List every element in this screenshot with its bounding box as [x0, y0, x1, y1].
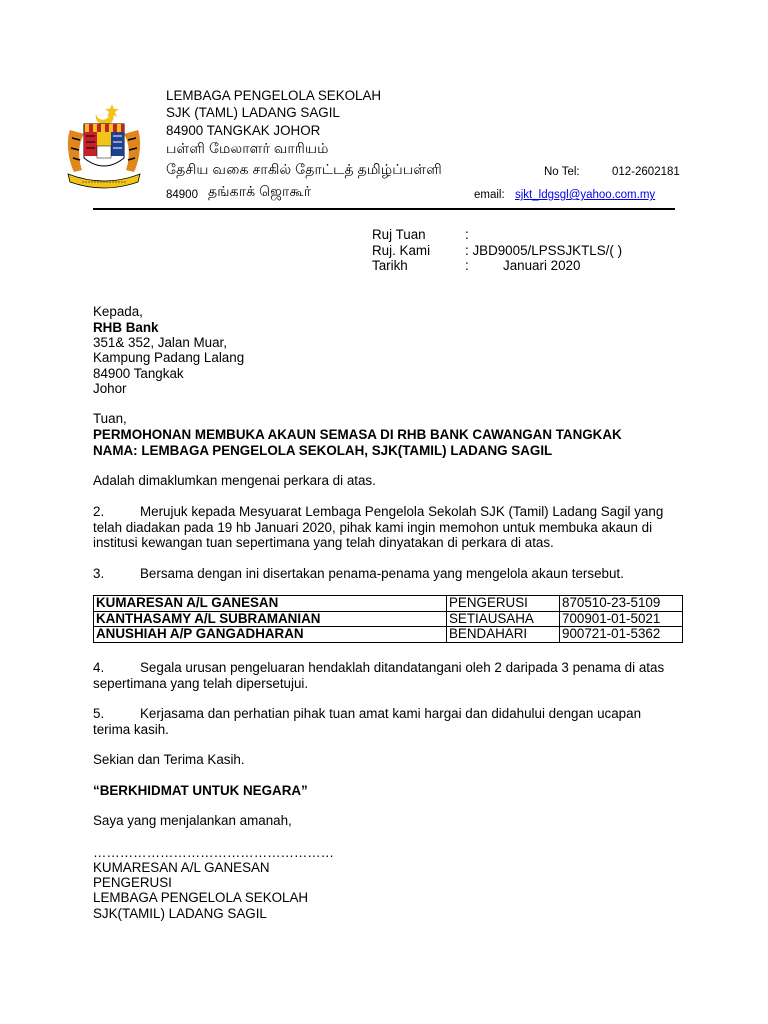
- signatory-ic: 900721-01-5362: [560, 627, 683, 643]
- email-label: email:: [474, 189, 505, 201]
- table-row: [94, 627, 683, 643]
- letterhead-postcode: 84900: [166, 189, 198, 201]
- ruj-tuan-value: :: [465, 227, 469, 242]
- amanah: Saya yang menjalankan amanah,: [93, 813, 292, 828]
- letterhead-divider: [93, 208, 675, 210]
- tarikh-colon: :: [465, 258, 469, 273]
- ruj-kami-value: : JBD9005/LPSSJKTLS/( ): [465, 243, 623, 258]
- signature-org-1: LEMBAGA PENGELOLA SEKOLAH: [93, 890, 309, 905]
- letterhead-tamil-2: தேசிய வகை சாகில் தோட்டத் தமிழ்ப்பள்ளி: [166, 162, 442, 178]
- ruj-tuan-label: Ruj Tuan: [372, 227, 426, 242]
- paragraph-2-number: 2.: [93, 504, 105, 519]
- letterhead-line-3: 84900 TANGKAK JOHOR: [166, 123, 321, 138]
- letterhead-line-1: LEMBAGA PENGELOLA SEKOLAH: [166, 88, 382, 103]
- closing: Sekian dan Terima Kasih.: [93, 752, 245, 767]
- recipient-address-3: 84900 Tangkak: [93, 366, 184, 381]
- paragraph-2-text: Merujuk kepada Mesyuarat Lembaga Pengelola Sekolah SJK (Tamil) Ladang Sagil yang telah diadakan pada 19 hb Januari 2020, pihak kami ingin memohon untuk membuka akaun di institusi kewangan tuan sepertimana yang telah dinyatakan di perkara di atas.: [93, 504, 664, 551]
- recipient-address-2: Kampung Padang Lalang: [93, 350, 245, 365]
- salutation: Tuan,: [93, 411, 127, 426]
- signatory-role: SETIAUSAHA: [447, 611, 560, 627]
- paragraph-3: [93, 566, 624, 582]
- paragraph-3-text: Bersama dengan ini disertakan penama-penama yang mengelola akaun tersebut.: [140, 566, 624, 581]
- intro-paragraph: Adalah dimaklumkan mengenai perkara di atas.: [93, 473, 376, 488]
- paragraph-4-text: Segala urusan pengeluaran hendaklah ditandatangani oleh 2 daripada 3 penama di atas sepertimana yang telah dipersetujui.: [93, 660, 665, 691]
- table-row: [94, 596, 683, 612]
- letterhead-line-2: SJK (TAML) LADANG SAGIL: [166, 105, 340, 120]
- coat-of-arms-icon: [64, 100, 144, 190]
- recipient-name: RHB Bank: [93, 320, 159, 335]
- subject-line-2: NAMA: LEMBAGA PENGELOLA SEKOLAH, SJK(TAMIL) LADANG SAGIL: [93, 443, 553, 458]
- signatory-name: ANUSHIAH A/P GANGADHARAN: [94, 627, 447, 643]
- paragraph-5: [93, 706, 677, 737]
- recipient-address-1: 351& 352, Jalan Muar,: [93, 335, 227, 350]
- motto: “BERKHIDMAT UNTUK NEGARA”: [93, 783, 308, 798]
- paragraph-3-number: 3.: [93, 566, 105, 581]
- signature-org-2: SJK(TAMIL) LADANG SAGIL: [93, 906, 267, 921]
- ruj-kami-label: Ruj. Kami: [372, 243, 431, 258]
- signature-title: PENGERUSI: [93, 875, 172, 890]
- tarikh-value: Januari 2020: [503, 258, 581, 273]
- telephone-number: 012-2602181: [612, 166, 680, 178]
- letterhead-tamil-3: தங்காக் ஜொகூர்: [208, 184, 312, 200]
- paragraph-2: [93, 504, 677, 551]
- paragraph-5-number: 5.: [93, 706, 105, 721]
- telephone-label: No Tel:: [544, 166, 580, 178]
- signatory-name: KUMARESAN A/L GANESAN: [94, 596, 447, 612]
- signatory-name: KANTHASAMY A/L SUBRAMANIAN: [94, 611, 447, 627]
- tarikh-label: Tarikh: [372, 258, 408, 273]
- signature-line: ………………………………………………: [93, 845, 335, 860]
- paragraph-5-text: Kerjasama dan perhatian pihak tuan amat kami hargai dan didahului dengan ucapan terima kasih.: [93, 706, 642, 737]
- signatory-role: BENDAHARI: [447, 627, 560, 643]
- recipient-address-4: Johor: [93, 381, 127, 396]
- paragraph-4-number: 4.: [93, 660, 105, 675]
- paragraph-4: [93, 660, 677, 691]
- kepada: Kepada,: [93, 304, 143, 319]
- table-row: [94, 611, 683, 627]
- signatory-ic: 700901-01-5021: [560, 611, 683, 627]
- signatories-table: [93, 595, 683, 643]
- signature-name: KUMARESAN A/L GANESAN: [93, 860, 270, 875]
- email-link[interactable]: sjkt_ldgsgl@yahoo.com.my: [515, 189, 656, 201]
- signatory-role: PENGERUSI: [447, 596, 560, 612]
- subject-line-1: PERMOHONAN MEMBUKA AKAUN SEMASA DI RHB BANK CAWANGAN TANGKAK: [93, 427, 622, 442]
- letterhead-tamil-1: பள்ளி மேலாளர் வாரியம்: [166, 141, 329, 157]
- signatory-ic: 870510-23-5109: [560, 596, 683, 612]
